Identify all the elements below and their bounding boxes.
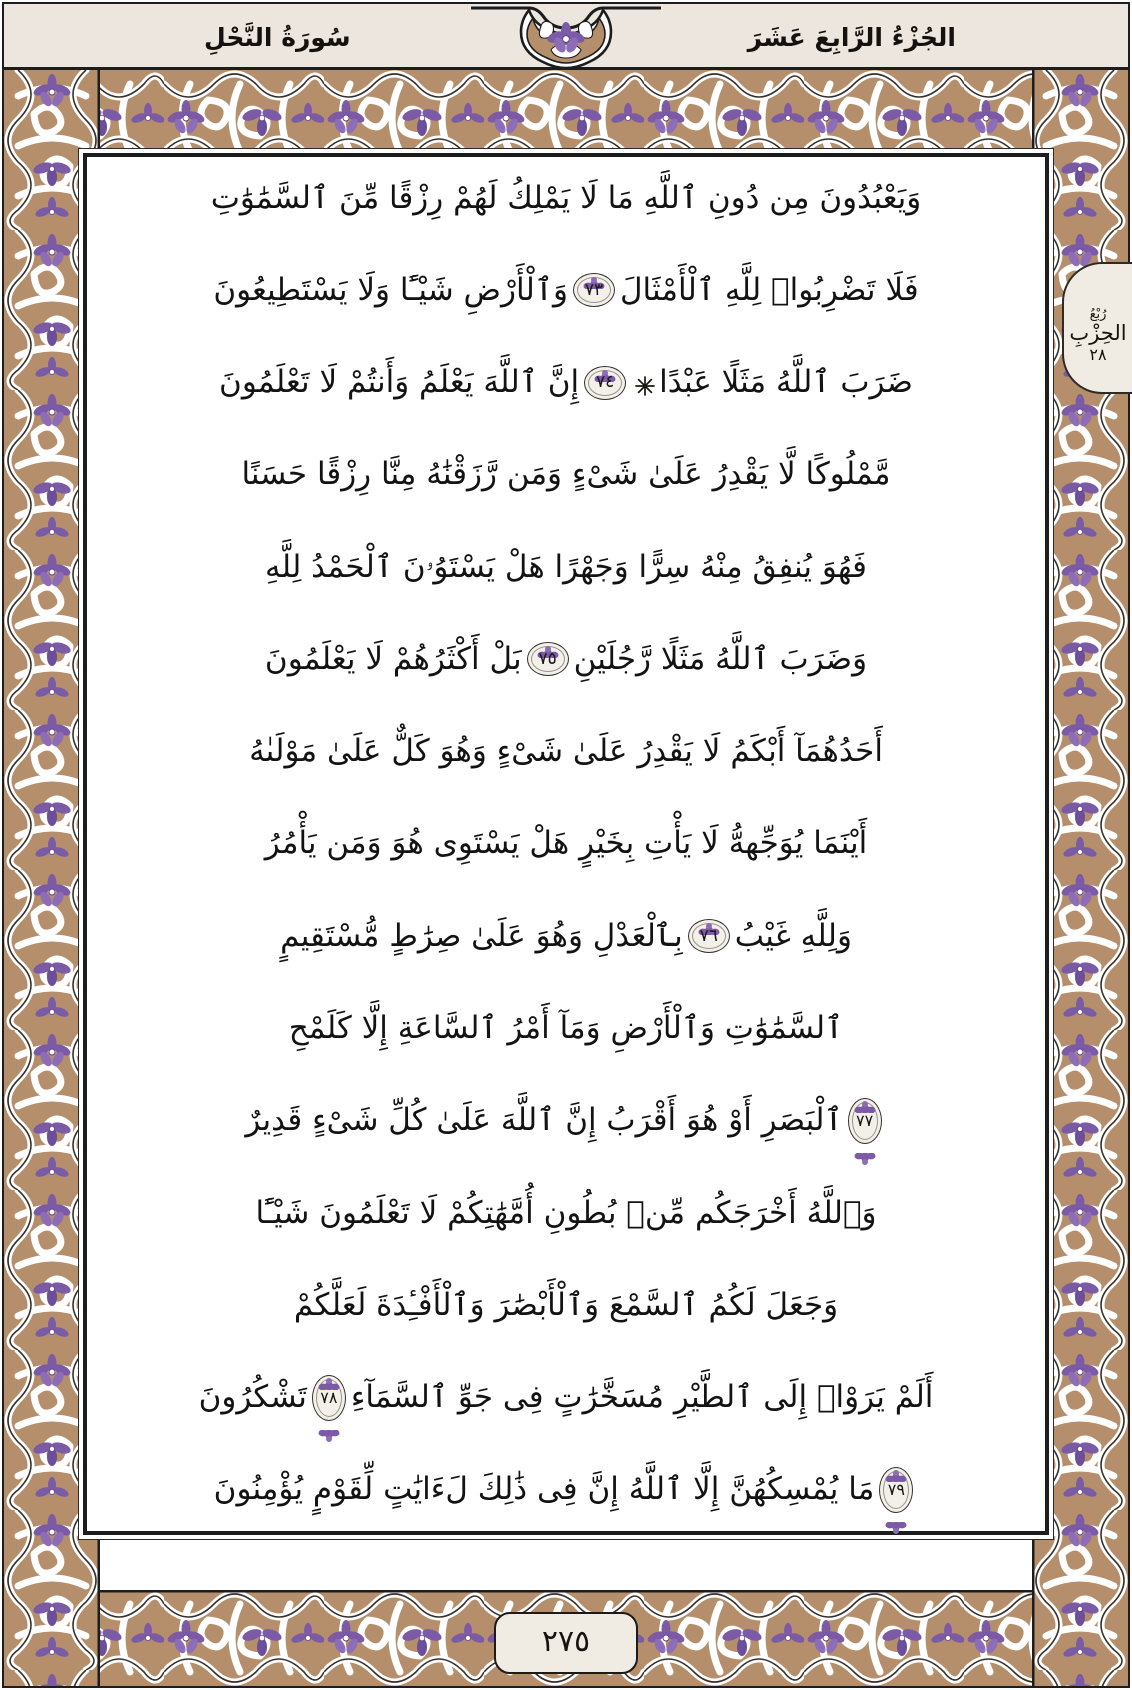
- quran-line: [103, 440, 1029, 510]
- quran-line: [103, 717, 1029, 787]
- ayah-marker[interactable]: [688, 919, 730, 953]
- line-text: أَيْنَمَا يُوَجِّههُّ لَا يَأْتِ بِخَيْرٍ هَلْ يَسْتَوِى هُوَ وَمَن يَأْمُرُ: [264, 825, 868, 862]
- ayah-marker[interactable]: [573, 273, 615, 307]
- hizb-marker: [1062, 262, 1132, 394]
- rukoo-star-icon: [634, 372, 656, 394]
- page-number: ٢٧٥: [541, 1623, 591, 1659]
- line-text: وَضَرَبَ ٱللَّهُ مَثَلًا رَّجُلَيْنِ: [573, 640, 868, 677]
- juz-label: الجُزْءُ الرَّابِعَ عَشَرَ: [747, 23, 956, 52]
- line-text: وَٱلْأَرْضِ شَيْـًٔا وَلَا يَسْتَطِيعُونَ: [213, 271, 569, 308]
- ayah-marker[interactable]: [584, 366, 626, 400]
- ayah-marker[interactable]: [527, 642, 569, 676]
- hizb-number: ٢٨: [1089, 344, 1107, 364]
- line-text: مَا يُمْسِكُهُنَّ إِلَّا ٱللَّهُ إِنَّ فِى ذَٰلِكَ لَءَايَٰتٍ لِّقَوْمٍ يُؤْمِنُونَ: [213, 1471, 875, 1508]
- line-text: ٱلسَّمَٰوَٰتِ وَٱلْأَرْضِ وَمَآ أَمْرُ ٱلسَّاعَةِ إِلَّا كَلَمْحِ: [288, 1010, 844, 1047]
- ayah-number: ٧٧: [856, 1110, 874, 1130]
- quran-line: [103, 1270, 1029, 1340]
- line-text: وَيَعْبُدُونَ مِن دُونِ ٱللَّهِ مَا لَا يَمْلِكُ لَهُمْ رِزْقًا مِّنَ ٱلسَّمَٰوَٰتِ: [210, 179, 922, 216]
- line-text: ضَرَبَ ٱللَّهُ مَثَلًا عَبْدًا: [659, 364, 913, 401]
- ayah-lines-container: [87, 157, 1045, 1531]
- ayah-marker[interactable]: [312, 1375, 346, 1421]
- ayah-number: ٧٣: [584, 279, 604, 300]
- quran-text-panel: [78, 148, 1054, 1540]
- surah-label: سُورَةُ النَّحْلِ: [204, 23, 351, 52]
- ayah-marker[interactable]: [848, 1098, 882, 1144]
- quran-line: [103, 532, 1029, 602]
- quran-line: [103, 809, 1029, 879]
- quran-line: [103, 348, 1029, 418]
- ayah-number: ٧٩: [887, 1479, 905, 1499]
- hizb-marker-label: [1062, 262, 1132, 394]
- text-panel-inner-rule: [83, 153, 1049, 1535]
- line-text: أَلَمْ يَرَوْا۟ إِلَى ٱلطَّيْرِ مُسَخَّرَٰتٍ فِى جَوِّ ٱلسَّمَآءِ: [350, 1379, 934, 1416]
- quran-line: [103, 1455, 1029, 1525]
- page-number-cartouche: [494, 1612, 638, 1674]
- line-text: وَلِلَّهِ غَيْبُ: [734, 917, 852, 954]
- hizb-word-label: الحِزْبِ: [1069, 320, 1127, 345]
- line-text: وَجَعَلَ لَكُمُ ٱلسَّمْعَ وَٱلْأَبْصَٰرَ وَٱلْأَفْـِٔدَةَ لَعَلَّكُمْ: [293, 1286, 839, 1323]
- line-text: أَحَدُهُمَآ أَبْكَمُ لَا يَقْدِرُ عَلَىٰ شَىْءٍ وَهُوَ كَلٌّ عَلَىٰ مَوْلَىٰهُ: [249, 733, 883, 770]
- ayah-number: ٧٥: [538, 648, 557, 669]
- line-text: فَلَا تَضْرِبُوا۟ لِلَّهِ ٱلْأَمْثَالَ: [620, 271, 919, 308]
- ayah-number: ٧٦: [699, 925, 718, 946]
- line-text: فَهُوَ يُنفِقُ مِنْهُ سِرًّا وَجَهْرًا هَلْ يَسْتَوُۥنَ ٱلْحَمْدُ لِلَّهِ: [264, 548, 868, 585]
- ayah-number: ٧٨: [320, 1387, 338, 1407]
- line-text: تَشْكُرُونَ: [198, 1379, 307, 1416]
- line-text: وَٱللَّهُ أَخْرَجَكُم مِّنۢ بُطُونِ أُمَّهَٰتِكُمْ لَا تَعْلَمُونَ شَيْـًٔا: [255, 1194, 877, 1231]
- quran-line: [103, 624, 1029, 694]
- quran-line: [103, 1178, 1029, 1248]
- quran-line: [103, 901, 1029, 971]
- quran-line: [103, 163, 1029, 233]
- line-text: ٱلْبَصَرِ أَوْ هُوَ أَقْرَبُ إِنَّ ٱللَّهَ عَلَىٰ كُلِّ شَىْءٍ قَدِيرٌ: [245, 1102, 843, 1139]
- floral-medallion-icon: [471, 6, 661, 70]
- line-text: مَّمْلُوكًا لَّا يَقْدِرُ عَلَىٰ شَىْءٍ وَمَن رَّزَقْنَٰهُ مِنَّا رِزْقًا حَسَنًا: [241, 456, 891, 493]
- line-text: إِنَّ ٱللَّهَ يَعْلَمُ وَأَنتُمْ لَا تَعْلَمُونَ: [219, 364, 580, 401]
- line-text: بَلْ أَكْثَرُهُمْ لَا يَعْلَمُونَ: [264, 640, 522, 677]
- ayah-number: ٧٤: [595, 372, 615, 393]
- line-text: بِٱلْعَدْلِ وَهُوَ عَلَىٰ صِرَٰطٍ مُّسْتَقِيمٍ: [280, 917, 683, 954]
- quran-line: [103, 255, 1029, 325]
- quran-line: [103, 1363, 1029, 1433]
- page-header: [4, 4, 1128, 70]
- ayah-marker[interactable]: [879, 1467, 913, 1513]
- quran-line: [103, 994, 1029, 1064]
- hizb-rub-label: رُبْعُ: [1089, 306, 1107, 322]
- quran-line: [103, 1086, 1029, 1156]
